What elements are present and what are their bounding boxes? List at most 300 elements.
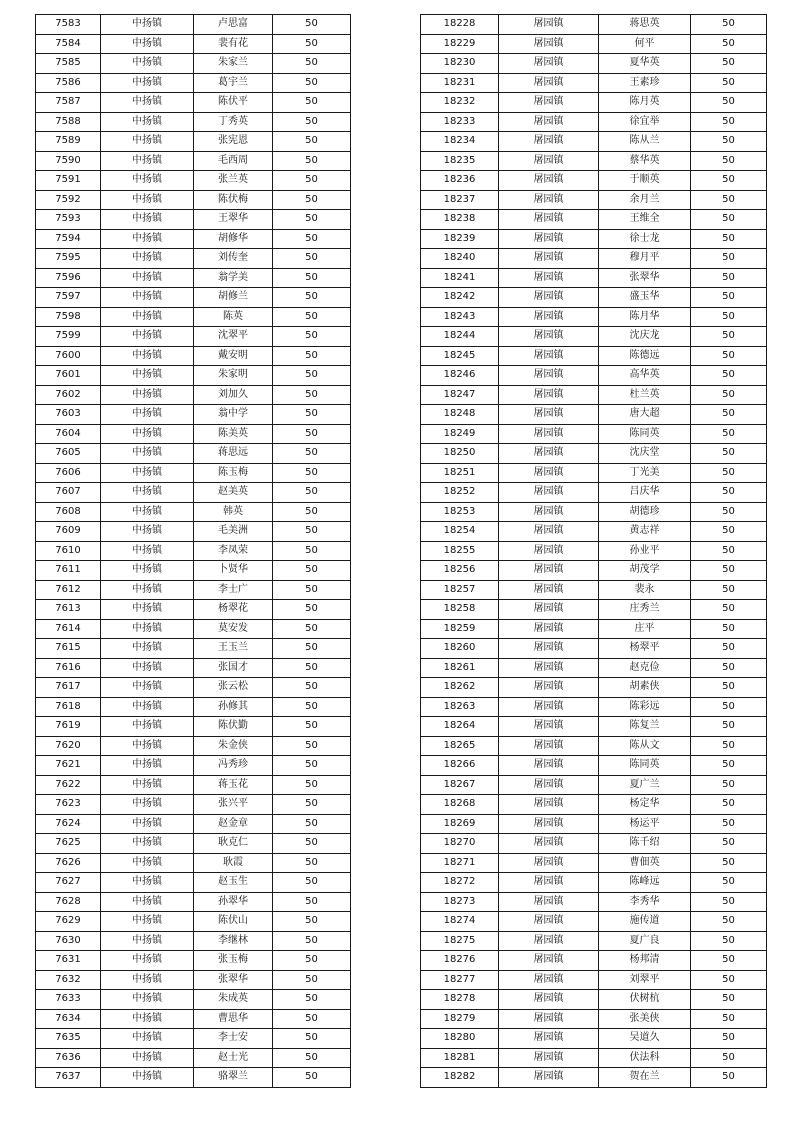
cell-amount: 50 <box>273 775 351 795</box>
cell-town: 屠园镇 <box>499 600 599 620</box>
table-row <box>36 697 351 717</box>
table-row <box>421 736 767 756</box>
cell-amount: 50 <box>691 190 767 210</box>
cell-id: 18282 <box>421 1068 499 1088</box>
cell-town: 屠园镇 <box>499 1009 599 1029</box>
cell-town: 屠园镇 <box>499 366 599 386</box>
cell-id: 18273 <box>421 892 499 912</box>
cell-town: 中扬镇 <box>101 853 194 873</box>
cell-name: 陈从文 <box>599 736 691 756</box>
table-row <box>421 912 767 932</box>
cell-id: 7626 <box>36 853 101 873</box>
right-table <box>420 14 767 1088</box>
cell-id: 18268 <box>421 795 499 815</box>
cell-id: 18243 <box>421 307 499 327</box>
cell-name: 张国才 <box>194 658 273 678</box>
cell-amount: 50 <box>691 463 767 483</box>
cell-town: 中扬镇 <box>101 190 194 210</box>
cell-name: 夏华英 <box>599 54 691 74</box>
cell-town: 屠园镇 <box>499 619 599 639</box>
cell-id: 7593 <box>36 210 101 230</box>
cell-name: 卜贤华 <box>194 561 273 581</box>
table-row <box>36 1009 351 1029</box>
cell-name: 王翠华 <box>194 210 273 230</box>
table-row <box>421 580 767 600</box>
table-row <box>421 658 767 678</box>
table-row <box>421 385 767 405</box>
cell-name: 唐大超 <box>599 405 691 425</box>
cell-town: 屠园镇 <box>499 73 599 93</box>
cell-name: 张玉梅 <box>194 951 273 971</box>
cell-town: 屠园镇 <box>499 327 599 347</box>
cell-amount: 50 <box>691 366 767 386</box>
cell-name: 徐宜举 <box>599 112 691 132</box>
cell-town: 中扬镇 <box>101 34 194 54</box>
cell-id: 18277 <box>421 970 499 990</box>
cell-amount: 50 <box>273 463 351 483</box>
cell-id: 18228 <box>421 15 499 35</box>
table-row <box>36 249 351 269</box>
cell-town: 中扬镇 <box>101 697 194 717</box>
cell-amount: 50 <box>273 93 351 113</box>
table-row <box>421 424 767 444</box>
table-row <box>36 210 351 230</box>
cell-name: 张宪恩 <box>194 132 273 152</box>
cell-amount: 50 <box>273 444 351 464</box>
cell-amount: 50 <box>273 405 351 425</box>
cell-id: 7630 <box>36 931 101 951</box>
cell-town: 屠园镇 <box>499 93 599 113</box>
table-row <box>421 229 767 249</box>
cell-town: 屠园镇 <box>499 54 599 74</box>
cell-id: 7603 <box>36 405 101 425</box>
cell-town: 屠园镇 <box>499 249 599 269</box>
cell-amount: 50 <box>691 795 767 815</box>
cell-name: 余月兰 <box>599 190 691 210</box>
cell-town: 屠园镇 <box>499 34 599 54</box>
cell-id: 7606 <box>36 463 101 483</box>
table-row <box>36 15 351 35</box>
cell-id: 7594 <box>36 229 101 249</box>
cell-id: 18245 <box>421 346 499 366</box>
cell-name: 张美侠 <box>599 1009 691 1029</box>
cell-town: 中扬镇 <box>101 678 194 698</box>
cell-town: 屠园镇 <box>499 444 599 464</box>
cell-id: 7636 <box>36 1048 101 1068</box>
cell-name: 陈复兰 <box>599 717 691 737</box>
cell-id: 18239 <box>421 229 499 249</box>
cell-name: 赵金章 <box>194 814 273 834</box>
cell-town: 屠园镇 <box>499 463 599 483</box>
cell-name: 杨翠平 <box>599 639 691 659</box>
table-row <box>36 736 351 756</box>
table-row <box>36 834 351 854</box>
cell-town: 屠园镇 <box>499 892 599 912</box>
cell-amount: 50 <box>691 54 767 74</box>
cell-amount: 50 <box>273 268 351 288</box>
cell-town: 中扬镇 <box>101 931 194 951</box>
cell-town: 屠园镇 <box>499 853 599 873</box>
cell-town: 中扬镇 <box>101 73 194 93</box>
cell-town: 中扬镇 <box>101 54 194 74</box>
cell-id: 18250 <box>421 444 499 464</box>
cell-id: 7598 <box>36 307 101 327</box>
cell-amount: 50 <box>273 658 351 678</box>
cell-name: 陈从兰 <box>599 132 691 152</box>
cell-town: 中扬镇 <box>101 1048 194 1068</box>
cell-town: 中扬镇 <box>101 151 194 171</box>
cell-town: 屠园镇 <box>499 814 599 834</box>
cell-amount: 50 <box>691 697 767 717</box>
cell-amount: 50 <box>691 717 767 737</box>
cell-town: 中扬镇 <box>101 873 194 893</box>
cell-amount: 50 <box>691 112 767 132</box>
cell-town: 屠园镇 <box>499 483 599 503</box>
table-row <box>421 600 767 620</box>
cell-amount: 50 <box>691 1068 767 1088</box>
cell-name: 王素珍 <box>599 73 691 93</box>
cell-id: 18263 <box>421 697 499 717</box>
table-row <box>36 795 351 815</box>
cell-amount: 50 <box>273 951 351 971</box>
cell-id: 18242 <box>421 288 499 308</box>
cell-id: 7611 <box>36 561 101 581</box>
cell-town: 屠园镇 <box>499 229 599 249</box>
table-row <box>421 814 767 834</box>
cell-name: 胡茂学 <box>599 561 691 581</box>
cell-amount: 50 <box>273 1029 351 1049</box>
cell-id: 18236 <box>421 171 499 191</box>
cell-name: 穆月平 <box>599 249 691 269</box>
table-row <box>421 951 767 971</box>
cell-amount: 50 <box>273 580 351 600</box>
cell-id: 18256 <box>421 561 499 581</box>
table-row <box>421 190 767 210</box>
cell-town: 中扬镇 <box>101 268 194 288</box>
table-row <box>421 1009 767 1029</box>
cell-amount: 50 <box>691 775 767 795</box>
table-row <box>421 73 767 93</box>
table-row <box>421 249 767 269</box>
cell-id: 7631 <box>36 951 101 971</box>
cell-name: 蒋思远 <box>194 444 273 464</box>
cell-name: 李士安 <box>194 1029 273 1049</box>
cell-town: 屠园镇 <box>499 132 599 152</box>
cell-name: 陈伏山 <box>194 912 273 932</box>
cell-name: 孙业平 <box>599 541 691 561</box>
cell-id: 7590 <box>36 151 101 171</box>
cell-id: 18279 <box>421 1009 499 1029</box>
cell-id: 7597 <box>36 288 101 308</box>
table-row <box>36 54 351 74</box>
cell-id: 18241 <box>421 268 499 288</box>
cell-name: 杨翠花 <box>194 600 273 620</box>
table-row <box>36 873 351 893</box>
cell-town: 屠园镇 <box>499 502 599 522</box>
cell-town: 屠园镇 <box>499 171 599 191</box>
table-row <box>421 483 767 503</box>
cell-amount: 50 <box>691 288 767 308</box>
cell-town: 屠园镇 <box>499 385 599 405</box>
cell-amount: 50 <box>691 151 767 171</box>
cell-amount: 50 <box>273 541 351 561</box>
cell-amount: 50 <box>273 1068 351 1088</box>
table-row <box>421 990 767 1010</box>
table-row <box>36 522 351 542</box>
cell-town: 中扬镇 <box>101 15 194 35</box>
cell-town: 屠园镇 <box>499 775 599 795</box>
cell-name: 胡素侠 <box>599 678 691 698</box>
table-row <box>36 132 351 152</box>
cell-id: 18275 <box>421 931 499 951</box>
cell-amount: 50 <box>691 327 767 347</box>
table-row <box>421 892 767 912</box>
cell-amount: 50 <box>273 756 351 776</box>
table-row <box>36 73 351 93</box>
cell-town: 中扬镇 <box>101 795 194 815</box>
cell-amount: 50 <box>273 229 351 249</box>
cell-amount: 50 <box>691 483 767 503</box>
cell-amount: 50 <box>273 1009 351 1029</box>
cell-amount: 50 <box>273 190 351 210</box>
table-row <box>421 15 767 35</box>
table-row <box>36 1048 351 1068</box>
cell-amount: 50 <box>691 639 767 659</box>
table-row <box>421 795 767 815</box>
cell-town: 屠园镇 <box>499 658 599 678</box>
cell-name: 陈德远 <box>599 346 691 366</box>
cell-name: 沈庆龙 <box>599 327 691 347</box>
table-row <box>421 1029 767 1049</box>
cell-name: 杨运平 <box>599 814 691 834</box>
cell-town: 屠园镇 <box>499 951 599 971</box>
cell-amount: 50 <box>691 1029 767 1049</box>
cell-town: 屠园镇 <box>499 931 599 951</box>
cell-id: 18264 <box>421 717 499 737</box>
cell-amount: 50 <box>691 931 767 951</box>
cell-id: 18237 <box>421 190 499 210</box>
cell-town: 屠园镇 <box>499 405 599 425</box>
cell-town: 屠园镇 <box>499 873 599 893</box>
cell-amount: 50 <box>691 600 767 620</box>
table-row <box>421 210 767 230</box>
cell-amount: 50 <box>691 561 767 581</box>
table-row <box>36 912 351 932</box>
cell-amount: 50 <box>273 697 351 717</box>
table-row <box>421 171 767 191</box>
cell-town: 中扬镇 <box>101 717 194 737</box>
cell-town: 中扬镇 <box>101 580 194 600</box>
cell-name: 伏树杭 <box>599 990 691 1010</box>
cell-name: 毛美洲 <box>194 522 273 542</box>
table-row <box>36 931 351 951</box>
cell-town: 屠园镇 <box>499 639 599 659</box>
table-row <box>421 268 767 288</box>
cell-town: 中扬镇 <box>101 1009 194 1029</box>
cell-name: 徐士龙 <box>599 229 691 249</box>
table-row <box>36 756 351 776</box>
cell-town: 屠园镇 <box>499 990 599 1010</box>
cell-town: 屠园镇 <box>499 561 599 581</box>
cell-town: 屠园镇 <box>499 678 599 698</box>
cell-name: 黄志祥 <box>599 522 691 542</box>
cell-id: 18254 <box>421 522 499 542</box>
cell-town: 中扬镇 <box>101 775 194 795</box>
cell-amount: 50 <box>691 541 767 561</box>
cell-amount: 50 <box>273 385 351 405</box>
table-row <box>421 502 767 522</box>
cell-id: 18232 <box>421 93 499 113</box>
table-row <box>36 93 351 113</box>
cell-id: 7614 <box>36 619 101 639</box>
cell-id: 18278 <box>421 990 499 1010</box>
cell-id: 18272 <box>421 873 499 893</box>
cell-id: 18247 <box>421 385 499 405</box>
cell-name: 陈英 <box>194 307 273 327</box>
table-row <box>421 522 767 542</box>
cell-town: 中扬镇 <box>101 132 194 152</box>
cell-amount: 50 <box>273 54 351 74</box>
table-row <box>421 405 767 425</box>
cell-amount: 50 <box>691 1048 767 1068</box>
cell-id: 7620 <box>36 736 101 756</box>
cell-id: 7595 <box>36 249 101 269</box>
cell-amount: 50 <box>273 717 351 737</box>
cell-name: 丁秀英 <box>194 112 273 132</box>
cell-amount: 50 <box>691 580 767 600</box>
cell-town: 中扬镇 <box>101 658 194 678</box>
cell-name: 陈美英 <box>194 424 273 444</box>
cell-name: 李士广 <box>194 580 273 600</box>
cell-name: 张兴平 <box>194 795 273 815</box>
table-row <box>421 288 767 308</box>
cell-id: 18240 <box>421 249 499 269</box>
cell-amount: 50 <box>273 873 351 893</box>
table-row <box>36 775 351 795</box>
table-row <box>421 697 767 717</box>
table-row <box>421 678 767 698</box>
cell-town: 屠园镇 <box>499 268 599 288</box>
cell-name: 葛宇兰 <box>194 73 273 93</box>
table-row <box>421 93 767 113</box>
cell-town: 中扬镇 <box>101 502 194 522</box>
cell-amount: 50 <box>691 249 767 269</box>
cell-town: 中扬镇 <box>101 444 194 464</box>
cell-amount: 50 <box>273 600 351 620</box>
cell-amount: 50 <box>273 678 351 698</box>
cell-id: 7627 <box>36 873 101 893</box>
cell-name: 胡修华 <box>194 229 273 249</box>
table-row <box>36 502 351 522</box>
table-row <box>36 990 351 1010</box>
cell-amount: 50 <box>273 151 351 171</box>
cell-name: 耿霞 <box>194 853 273 873</box>
cell-name: 高华英 <box>599 366 691 386</box>
table-row <box>421 873 767 893</box>
cell-name: 刘翠平 <box>599 970 691 990</box>
cell-name: 冯秀珍 <box>194 756 273 776</box>
table-row <box>421 756 767 776</box>
table-row <box>421 151 767 171</box>
cell-town: 屠园镇 <box>499 346 599 366</box>
table-row <box>36 580 351 600</box>
cell-name: 赵玉生 <box>194 873 273 893</box>
cell-name: 李凤荣 <box>194 541 273 561</box>
cell-amount: 50 <box>691 405 767 425</box>
cell-name: 庄平 <box>599 619 691 639</box>
cell-town: 中扬镇 <box>101 171 194 191</box>
cell-name: 刘传奎 <box>194 249 273 269</box>
cell-name: 孙翠华 <box>194 892 273 912</box>
cell-id: 18246 <box>421 366 499 386</box>
cell-amount: 50 <box>691 229 767 249</box>
cell-amount: 50 <box>691 307 767 327</box>
cell-id: 18253 <box>421 502 499 522</box>
cell-name: 何平 <box>599 34 691 54</box>
table-row <box>421 931 767 951</box>
cell-name: 杜兰英 <box>599 385 691 405</box>
table-row <box>36 814 351 834</box>
cell-id: 18281 <box>421 1048 499 1068</box>
cell-id: 18257 <box>421 580 499 600</box>
table-row <box>421 34 767 54</box>
cell-id: 7612 <box>36 580 101 600</box>
cell-town: 中扬镇 <box>101 229 194 249</box>
table-row <box>421 541 767 561</box>
cell-town: 屠园镇 <box>499 580 599 600</box>
table-row <box>36 444 351 464</box>
cell-id: 7637 <box>36 1068 101 1088</box>
cell-name: 耿克仁 <box>194 834 273 854</box>
cell-amount: 50 <box>691 346 767 366</box>
cell-id: 7583 <box>36 15 101 35</box>
cell-amount: 50 <box>691 73 767 93</box>
table-row <box>36 151 351 171</box>
cell-town: 中扬镇 <box>101 405 194 425</box>
cell-town: 屠园镇 <box>499 190 599 210</box>
cell-id: 18280 <box>421 1029 499 1049</box>
cell-id: 7613 <box>36 600 101 620</box>
cell-amount: 50 <box>691 93 767 113</box>
cell-name: 陈伏勤 <box>194 717 273 737</box>
cell-id: 18260 <box>421 639 499 659</box>
left-table-body <box>36 15 351 1088</box>
cell-town: 中扬镇 <box>101 561 194 581</box>
cell-town: 中扬镇 <box>101 736 194 756</box>
cell-name: 韩英 <box>194 502 273 522</box>
cell-town: 屠园镇 <box>499 522 599 542</box>
cell-amount: 50 <box>273 112 351 132</box>
cell-name: 翁中学 <box>194 405 273 425</box>
cell-amount: 50 <box>273 1048 351 1068</box>
table-row <box>421 717 767 737</box>
cell-id: 7592 <box>36 190 101 210</box>
cell-name: 毛西周 <box>194 151 273 171</box>
cell-name: 杨邦清 <box>599 951 691 971</box>
cell-town: 中扬镇 <box>101 639 194 659</box>
cell-town: 中扬镇 <box>101 970 194 990</box>
cell-name: 王玉兰 <box>194 639 273 659</box>
table-row <box>36 1068 351 1088</box>
table-row <box>36 639 351 659</box>
cell-name: 蒋思英 <box>599 15 691 35</box>
cell-town: 屠园镇 <box>499 1048 599 1068</box>
cell-name: 蒋玉花 <box>194 775 273 795</box>
cell-id: 7587 <box>36 93 101 113</box>
cell-amount: 50 <box>273 210 351 230</box>
cell-amount: 50 <box>273 990 351 1010</box>
table-row <box>36 288 351 308</box>
